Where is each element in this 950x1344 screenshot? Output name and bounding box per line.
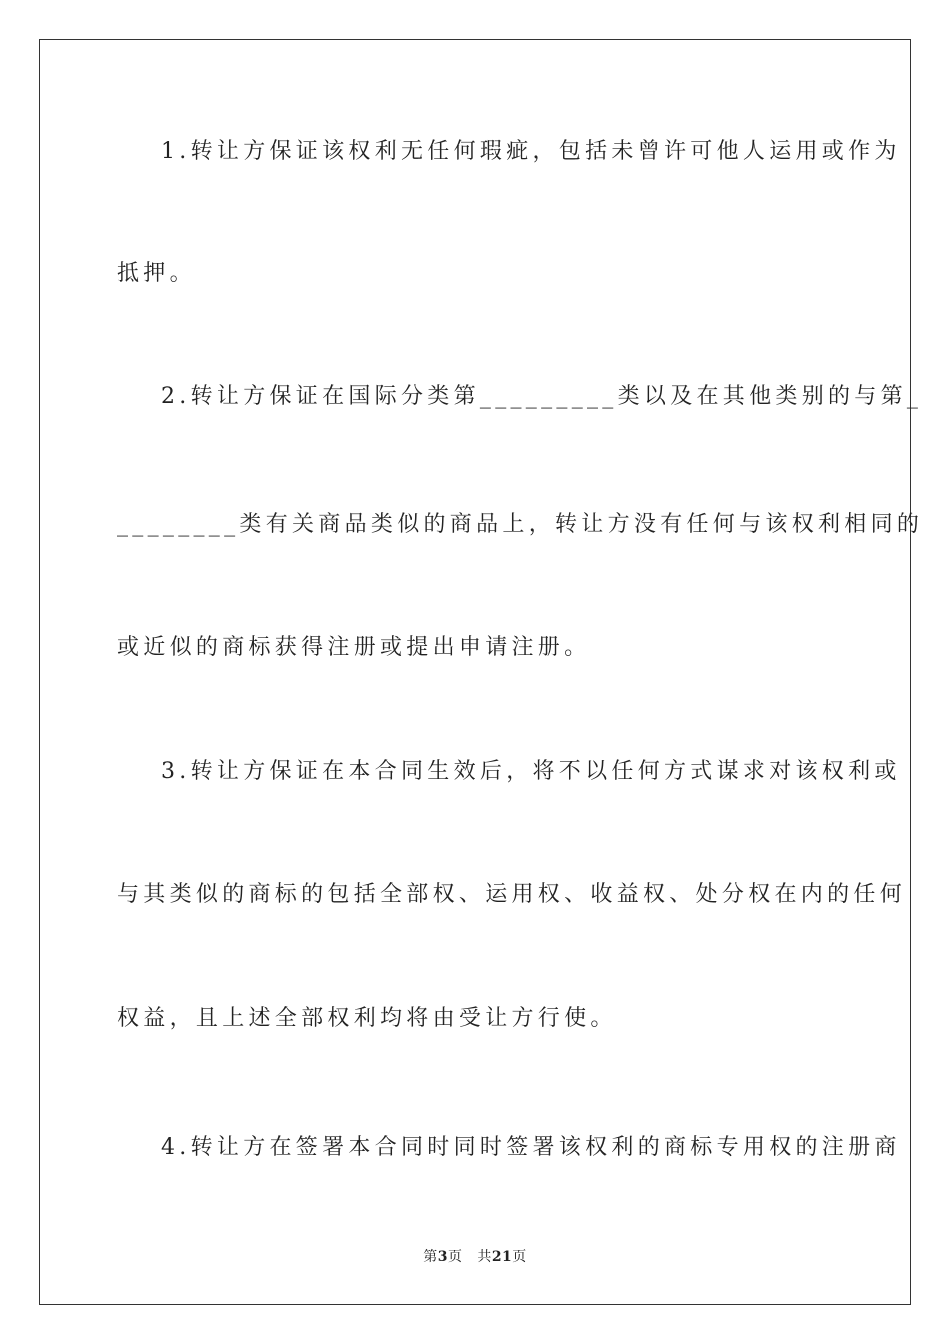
- text-line-6: 3.转让方保证在本合同生效后，将不以任何方式谋求对该权利或: [161, 759, 901, 784]
- footer-page-suffix: 页: [447, 1249, 463, 1265]
- page-border: [39, 39, 924, 1305]
- text-line-9: 4.转让方在签署本合同时同时签署该权利的商标专用权的注册商: [161, 1135, 901, 1160]
- footer-total-prefix: 共: [477, 1249, 492, 1265]
- footer-page-number: 3: [437, 1249, 448, 1265]
- footer-page-prefix: 第: [423, 1249, 438, 1265]
- footer-total-pages: 21: [491, 1249, 513, 1265]
- text-line-4: ________类有关商品类似的商品上，转让方没有任何与该权利相同的: [117, 512, 924, 537]
- text-line-3: 2.转让方保证在国际分类第_________类以及在其他类别的与第_: [161, 384, 923, 409]
- page-footer: [0, 1247, 950, 1267]
- text-line-5: 或近似的商标获得注册或提出申请注册。: [117, 635, 591, 660]
- text-line-8: 权益，且上述全部权利均将由受让方行使。: [117, 1006, 617, 1031]
- text-line-2: 抵押。: [117, 261, 196, 286]
- text-line-7: 与其类似的商标的包括全部权、运用权、收益权、处分权在内的任何: [117, 882, 907, 907]
- text-line-1: 1.转让方保证该权利无任何瑕疵，包括未曾许可他人运用或作为: [161, 139, 901, 164]
- footer-total-suffix: 页: [512, 1249, 527, 1265]
